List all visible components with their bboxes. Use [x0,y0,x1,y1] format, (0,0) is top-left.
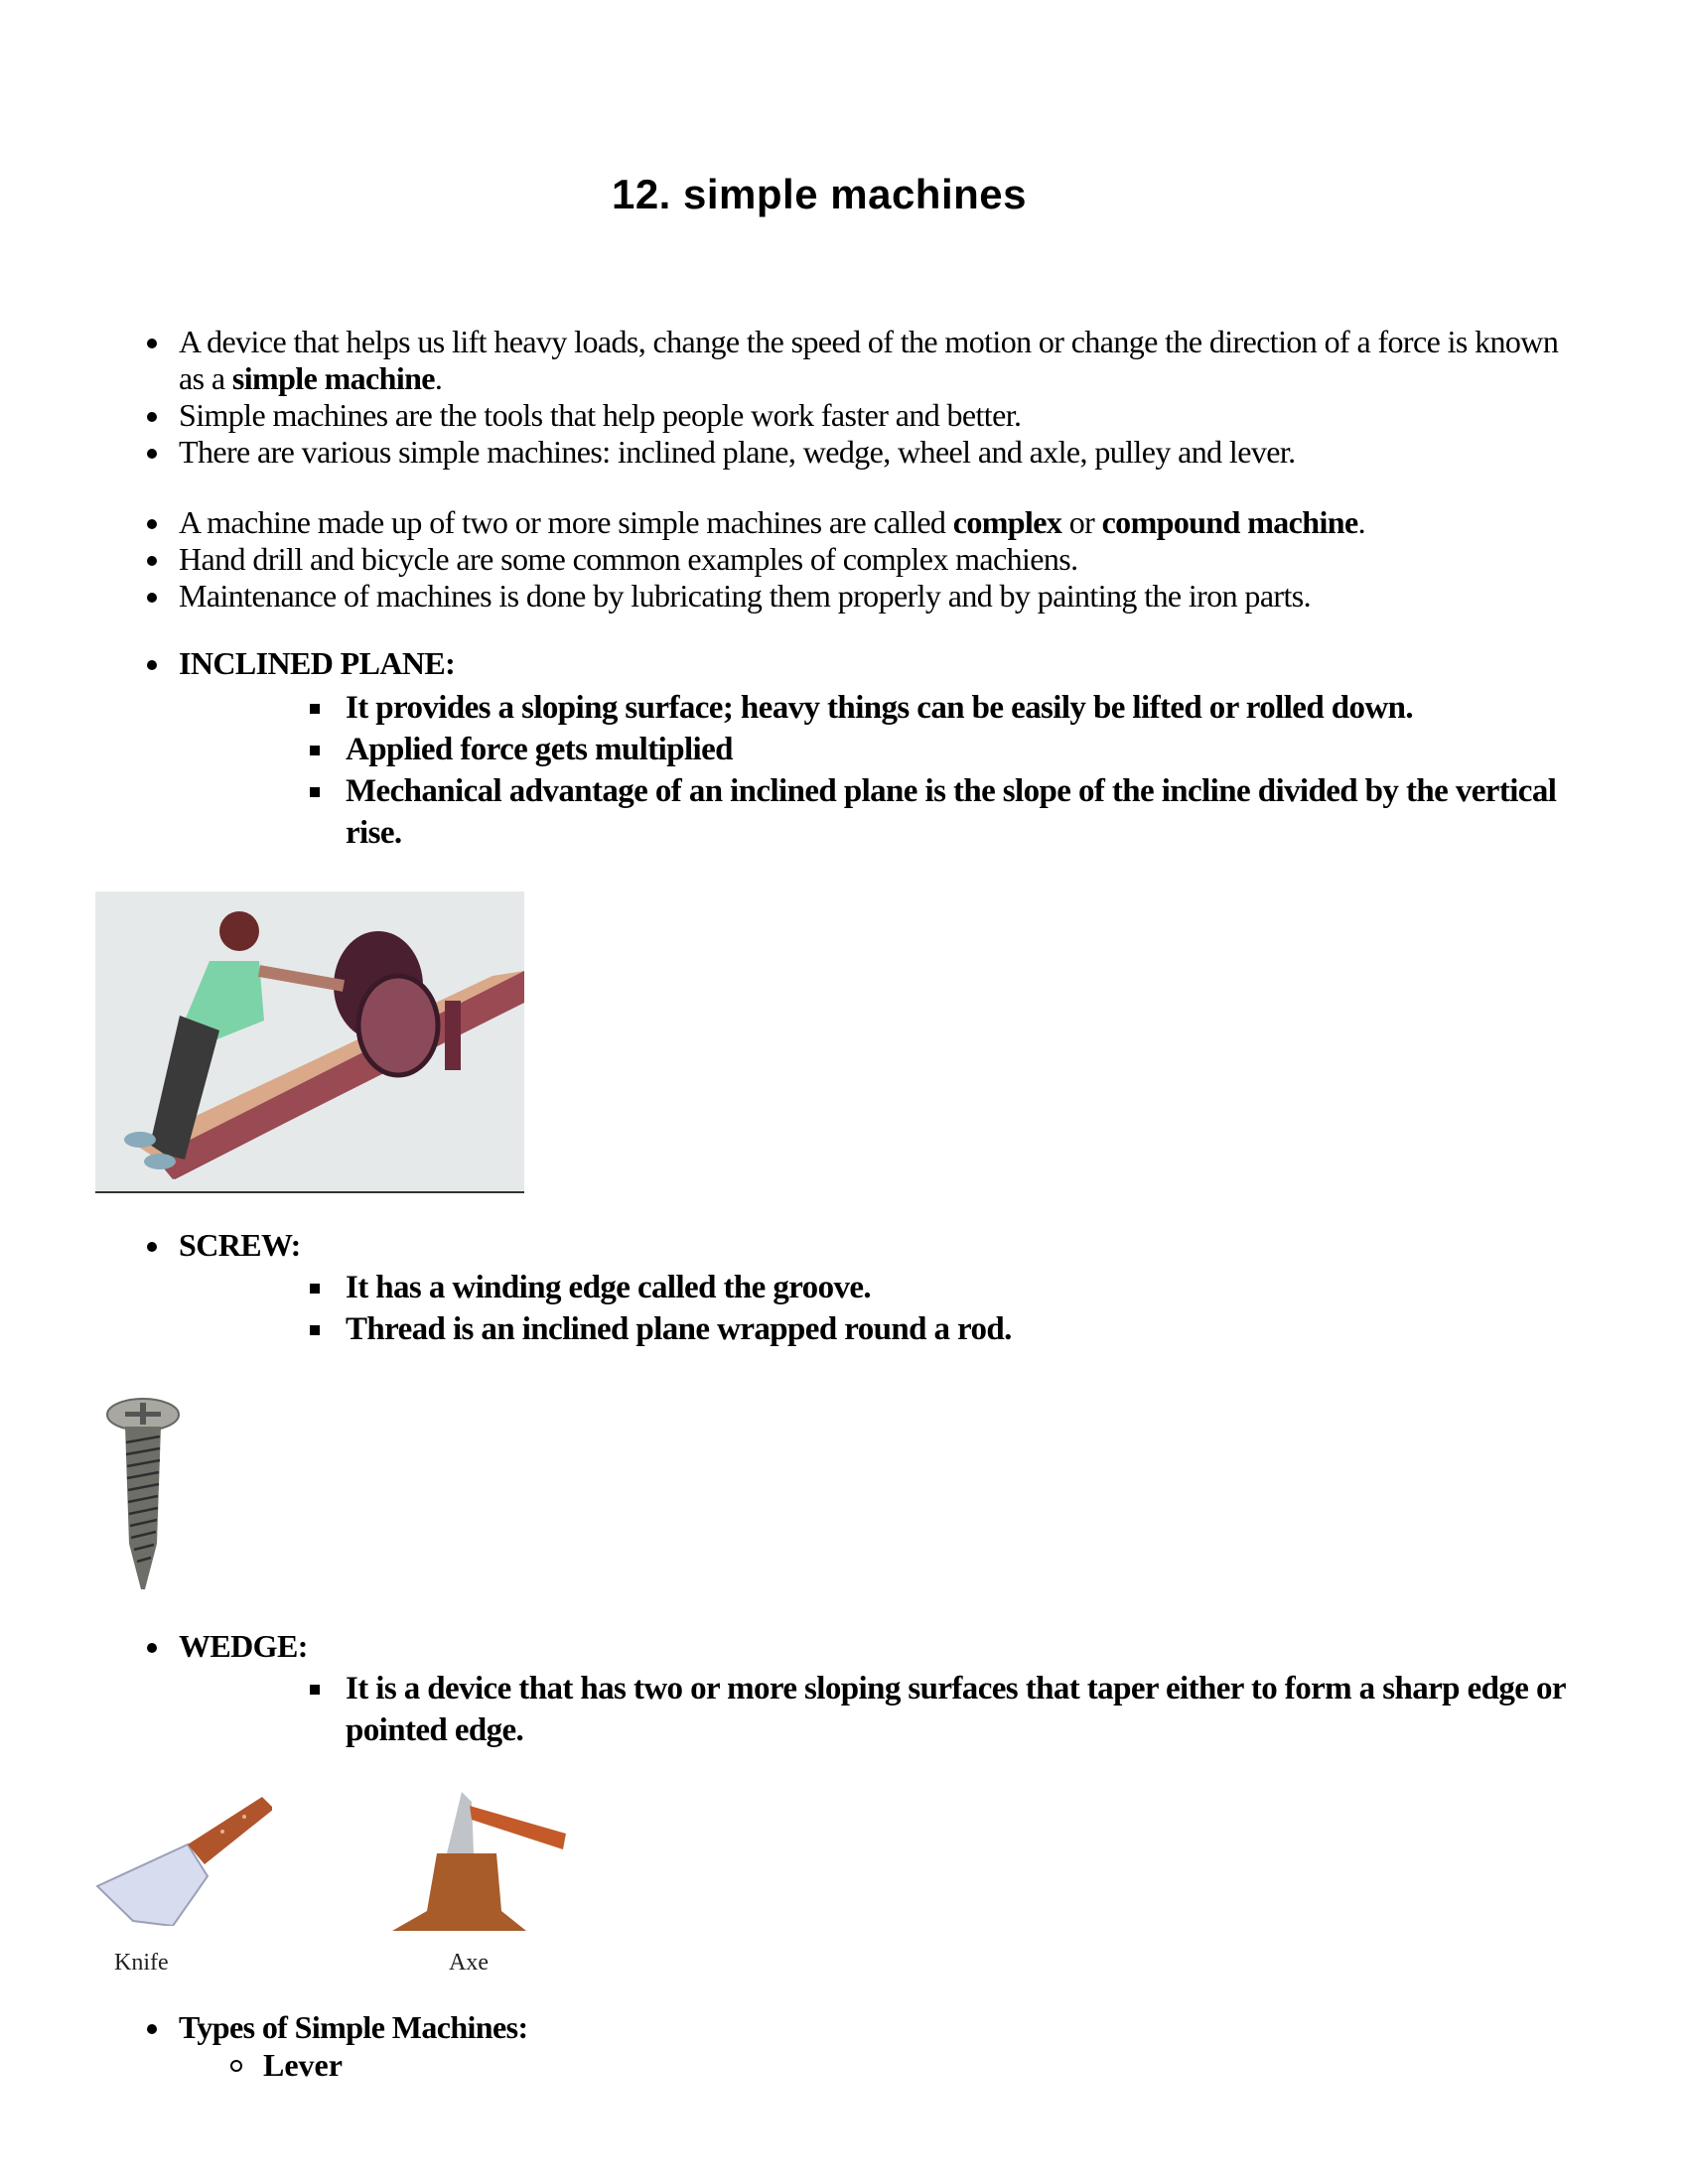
intro-list [0,324,1589,471]
axe-icon [392,1792,581,1936]
sub-point: Thread is an inclined plane wrapped round a rod. [0,1308,1567,1350]
inclined-plane-figure [95,891,524,1193]
axe-caption: Axe [449,1950,489,1976]
screw-points [0,1267,1567,1350]
section-heading: INCLINED PLANE: [0,645,1589,682]
sub-point: It provides a sloping surface; heavy things can be easily be lifted or rolled down. [0,687,1567,729]
hollow-bullet-icon [230,2060,242,2072]
knife-icon [93,1787,272,1926]
inclined-plane-points [0,687,1567,854]
square-bullet-icon [310,746,320,755]
term-simple-machine: simple machine [231,360,435,396]
knife-caption: Knife [114,1950,169,1976]
axe-figure [392,1792,581,1936]
list-item: There are various simple machines: inclined plane, wedge, wheel and axle, pulley and lever. [0,434,1589,471]
bullet-icon [147,1242,157,1252]
wedge-section [0,1628,1589,1665]
list-item: Maintenance of machines is done by lubricating them properly and by painting the iron parts. [0,578,1589,614]
types-section [0,2009,1589,2084]
list-item: Simple machines are the tools that help people work faster and better. [0,397,1589,434]
square-bullet-icon [310,787,320,797]
bullet-icon [147,412,157,422]
bullet-icon [147,593,157,603]
square-bullet-icon [310,704,320,714]
term-compound-machine: compound machine [1101,504,1358,540]
term-complex: complex [952,504,1062,540]
section-heading: Types of Simple Machines: [0,2009,1589,2046]
list-item: A device that helps us lift heavy loads, change the speed of the motion or change the direction of a force is known as a simple machine. [0,324,1589,397]
section-heading: SCREW: [0,1227,1589,1264]
knife-figure [93,1787,272,1926]
square-bullet-icon [310,1325,320,1335]
bullet-icon [147,1643,157,1653]
bullet-icon [147,660,157,670]
sub-point: Mechanical advantage of an inclined plane is the slope of the incline divided by the vertical rise. [0,770,1567,854]
bullet-icon [147,339,157,348]
sub-point: It is a device that has two or more sloping surfaces that taper either to form a sharp edge or pointed edge. [0,1668,1567,1751]
wedge-points [0,1668,1567,1751]
screw-icon [103,1395,183,1593]
screw-section [0,1227,1589,1264]
list-item: Hand drill and bicycle are some common examples of complex machiens. [0,541,1589,578]
inclined-plane-section [0,645,1589,682]
bullet-icon [147,556,157,566]
person-pushing-barrel-icon [95,891,524,1191]
compound-list [0,504,1589,614]
page-title: 12. simple machines [611,171,1028,217]
sub-point: It has a winding edge called the groove. [0,1267,1567,1308]
bullet-icon [147,2024,157,2034]
section-heading: WEDGE: [0,1628,1589,1665]
screw-figure [103,1395,183,1593]
bullet-icon [147,449,157,459]
list-item-lever: Lever [0,2046,1589,2084]
sub-point: Applied force gets multiplied [0,729,1567,770]
list-item: A machine made up of two or more simple machines are called complex or compound machine. [0,504,1589,541]
square-bullet-icon [310,1284,320,1294]
bullet-icon [147,519,157,529]
square-bullet-icon [310,1685,320,1695]
